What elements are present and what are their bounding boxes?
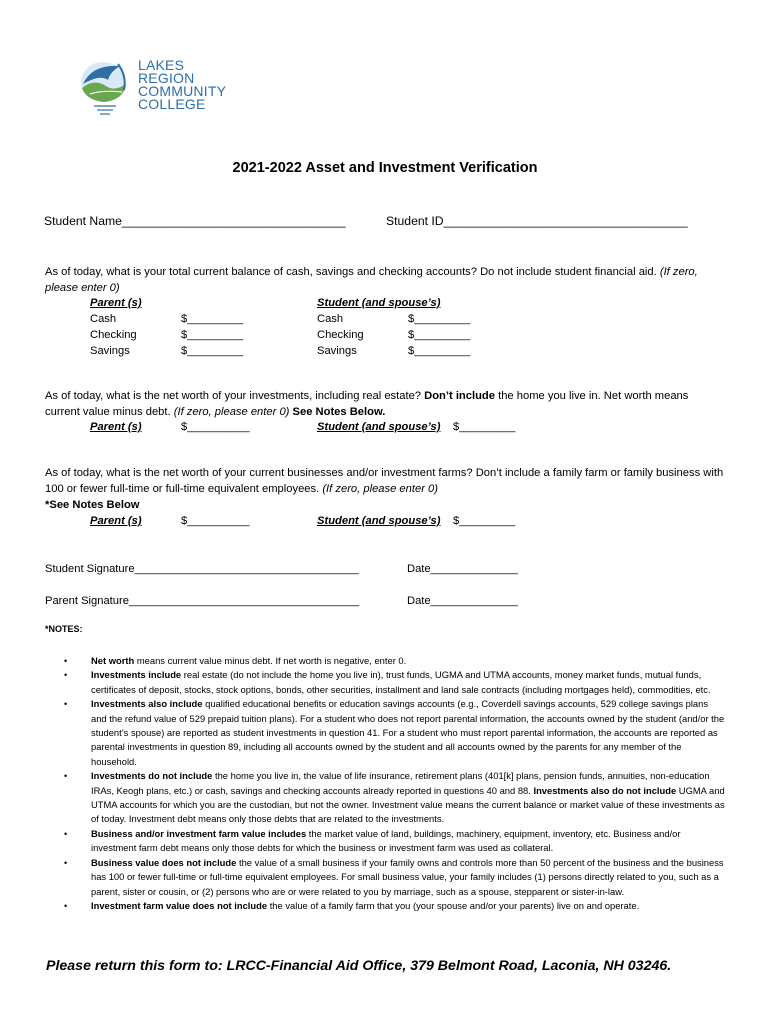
bullet-icon: • bbox=[64, 670, 68, 681]
q2-parent-field[interactable]: $__________ bbox=[181, 421, 250, 433]
bullet-icon: • bbox=[64, 656, 68, 666]
note-term: Investments also include bbox=[91, 698, 203, 710]
q1-parent-checking-field[interactable]: $_________ bbox=[181, 329, 244, 341]
college-logo bbox=[80, 56, 240, 122]
student-name-field[interactable]: _________________________________ bbox=[121, 214, 346, 228]
student-id-label: Student ID bbox=[386, 214, 444, 228]
note-term: Business and/or investment farm value includes bbox=[91, 827, 307, 839]
q3-parent-field[interactable]: $__________ bbox=[181, 515, 250, 527]
parent-signature-field[interactable]: _____________________________________ bbox=[128, 595, 360, 607]
list-item bbox=[62, 654, 726, 668]
list-item bbox=[62, 668, 726, 697]
parent-date-field[interactable]: ______________ bbox=[430, 595, 518, 607]
note-text: the value of a family farm that you (your spouse and/or your parents) live on and operate. bbox=[267, 899, 640, 911]
question-2-note: (If zero, please enter 0) bbox=[173, 406, 290, 418]
q1-student-checking-label: Checking bbox=[317, 329, 364, 341]
logo-line-4: COLLEGE bbox=[138, 96, 206, 112]
student-id-field[interactable]: ____________________________________ bbox=[443, 214, 688, 228]
question-3-text bbox=[45, 465, 725, 497]
bullet-icon: • bbox=[64, 699, 68, 710]
notes-list bbox=[62, 654, 726, 913]
note-term: Net worth bbox=[91, 655, 135, 666]
note-text: the market value of land, buildings, machinery, equipment, inventory, etc. Business and/or investment farm debt means only those debts for which the business or investment farm was used as collateral. bbox=[91, 827, 681, 854]
q2-student-field[interactable]: $_________ bbox=[453, 421, 516, 433]
return-address: Please return this form to: LRCC-Financial Aid Office, 379 Belmont Road, Laconia, NH 03246. bbox=[46, 958, 672, 974]
question-1-text bbox=[45, 264, 725, 296]
note-text: real estate (do not include the home you live in), trust funds, UGMA and UTMA accounts, money market funds, mutual funds, certificates of deposit, stocks, stock options, bonds, other securities, installment and land sale contracts (including mortgages held), commodities, etc. bbox=[91, 669, 711, 695]
list-item bbox=[62, 697, 726, 769]
student-signature-field[interactable]: ____________________________________ bbox=[134, 563, 359, 575]
note-term-2: Investments also do not include bbox=[530, 784, 677, 796]
note-text: means current value minus debt. If net worth is negative, enter 0. bbox=[134, 655, 407, 666]
q1-student-header: Student (and spouse’s) bbox=[317, 297, 441, 309]
q1-student-cash-field[interactable]: $_________ bbox=[408, 313, 471, 325]
student-id-row bbox=[386, 213, 688, 229]
bullet-icon: • bbox=[64, 828, 68, 839]
note-term: Investments include bbox=[91, 669, 182, 681]
note-text-2: UGMA and UTMA accounts for which you are the custodian, but not the owner. Investment value means the current balance or market value of these investments as of today. Investment debt means only those debts that are related to the investments. bbox=[91, 784, 725, 825]
question-2-see-notes: See Notes Below. bbox=[292, 406, 386, 418]
parent-date-row bbox=[407, 593, 518, 609]
student-date-field[interactable]: ______________ bbox=[430, 563, 518, 575]
note-text: the home you live in, the value of life insurance, retirement plans (401[k] plans, pension funds, annuities, non-education IRAs, Keogh plans, etc.) or cash, savings and checking accounts already reported in questions 40 and 88. bbox=[91, 770, 710, 796]
bullet-icon: • bbox=[64, 771, 68, 782]
q1-student-savings-label: Savings bbox=[317, 345, 357, 357]
question-2-body-b: the home you live in. Net worth means current value minus debt. bbox=[45, 390, 689, 418]
list-item bbox=[62, 769, 726, 827]
parent-signature-label: Parent Signature bbox=[45, 595, 129, 607]
student-signature-row bbox=[45, 561, 359, 577]
list-item bbox=[62, 899, 726, 913]
note-term: Business value does not include bbox=[91, 856, 237, 868]
q1-parent-checking-label: Checking bbox=[90, 329, 137, 341]
q1-parent-savings-field[interactable]: $_________ bbox=[181, 345, 244, 357]
note-text: the value of a small business if your family owns and controls more than 50 percent of the business and the business has 100 or fewer full-time or full-time equivalent employees. For small business value, your family includes (1) persons directly related to you, such as a parent, sister or cousin, or (2) persons who are or were related to you by marriage, such as a spouse, stepparent or sister-in-law. bbox=[91, 856, 724, 897]
question-2-body-a: As of today, what is the net worth of your investments, including real estate? bbox=[45, 390, 422, 402]
student-date-row bbox=[407, 561, 518, 577]
question-2-text bbox=[45, 388, 725, 420]
logo-line-1: LAKES bbox=[138, 57, 185, 73]
question-3-body: As of today, what is the net worth of your current businesses and/or investment farms? Don’t include a family farm or family business with 100 or fewer full-time or full-time equivalent employees. bbox=[45, 467, 724, 495]
q2-student-header: Student (and spouse’s) bbox=[317, 421, 441, 433]
q1-student-checking-field[interactable]: $_________ bbox=[408, 329, 471, 341]
q1-parent-cash-label: Cash bbox=[90, 313, 117, 325]
question-3-note: (If zero, please enter 0) bbox=[322, 483, 438, 495]
q1-student-savings-field[interactable]: $_________ bbox=[408, 345, 471, 357]
list-item bbox=[62, 827, 726, 856]
notes-header: *NOTES: bbox=[45, 624, 83, 634]
logo-line-2: REGION bbox=[138, 70, 195, 86]
logo-mark-icon bbox=[80, 56, 130, 122]
student-date-label: Date bbox=[407, 563, 431, 575]
note-term: Investment farm value does not include bbox=[91, 899, 268, 911]
question-2-bold-a: Don’t include bbox=[424, 390, 495, 402]
q3-student-header: Student (and spouse’s) bbox=[317, 515, 441, 527]
logo-line-3: COMMUNITY bbox=[138, 83, 227, 99]
note-term: Investments do not include bbox=[91, 770, 213, 782]
note-text: qualified educational benefits or education savings accounts (e.g., Coverdell savings accounts, 529 college savings plans and the refund value of 529 prepaid tuition plans). For a student who does not report parental information, the accounts owned by the student (and/or the student’s spouse) are reported as student investments in question 41. For a student who must report parental information, the accounts are reported as parental investments in question 89, including all accounts owned by the student and all accounts owned by the parents for any member of the household. bbox=[91, 698, 725, 767]
q1-parent-cash-field[interactable]: $_________ bbox=[181, 313, 244, 325]
page-title: 2021-2022 Asset and Investment Verification bbox=[232, 160, 538, 176]
q1-student-cash-label: Cash bbox=[317, 313, 344, 325]
parent-date-label: Date bbox=[407, 595, 431, 607]
q1-parent-header: Parent (s) bbox=[90, 297, 142, 309]
student-name-row bbox=[44, 213, 346, 229]
student-signature-label: Student Signature bbox=[45, 563, 135, 575]
question-3-see-notes: *See Notes Below bbox=[45, 499, 140, 511]
q2-parent-header: Parent (s) bbox=[90, 421, 142, 433]
student-name-label: Student Name bbox=[44, 214, 122, 228]
list-item bbox=[62, 856, 726, 899]
question-1-body: As of today, what is your total current balance of cash, savings and checking accounts? Do not include student financial aid. bbox=[45, 266, 657, 278]
parent-signature-row bbox=[45, 593, 359, 609]
bullet-icon: • bbox=[64, 900, 68, 911]
q3-parent-header: Parent (s) bbox=[90, 515, 142, 527]
q3-student-field[interactable]: $_________ bbox=[453, 515, 516, 527]
bullet-icon: • bbox=[64, 857, 68, 868]
q1-parent-savings-label: Savings bbox=[90, 345, 130, 357]
question-1-note: (If zero, please enter 0) bbox=[45, 266, 698, 294]
